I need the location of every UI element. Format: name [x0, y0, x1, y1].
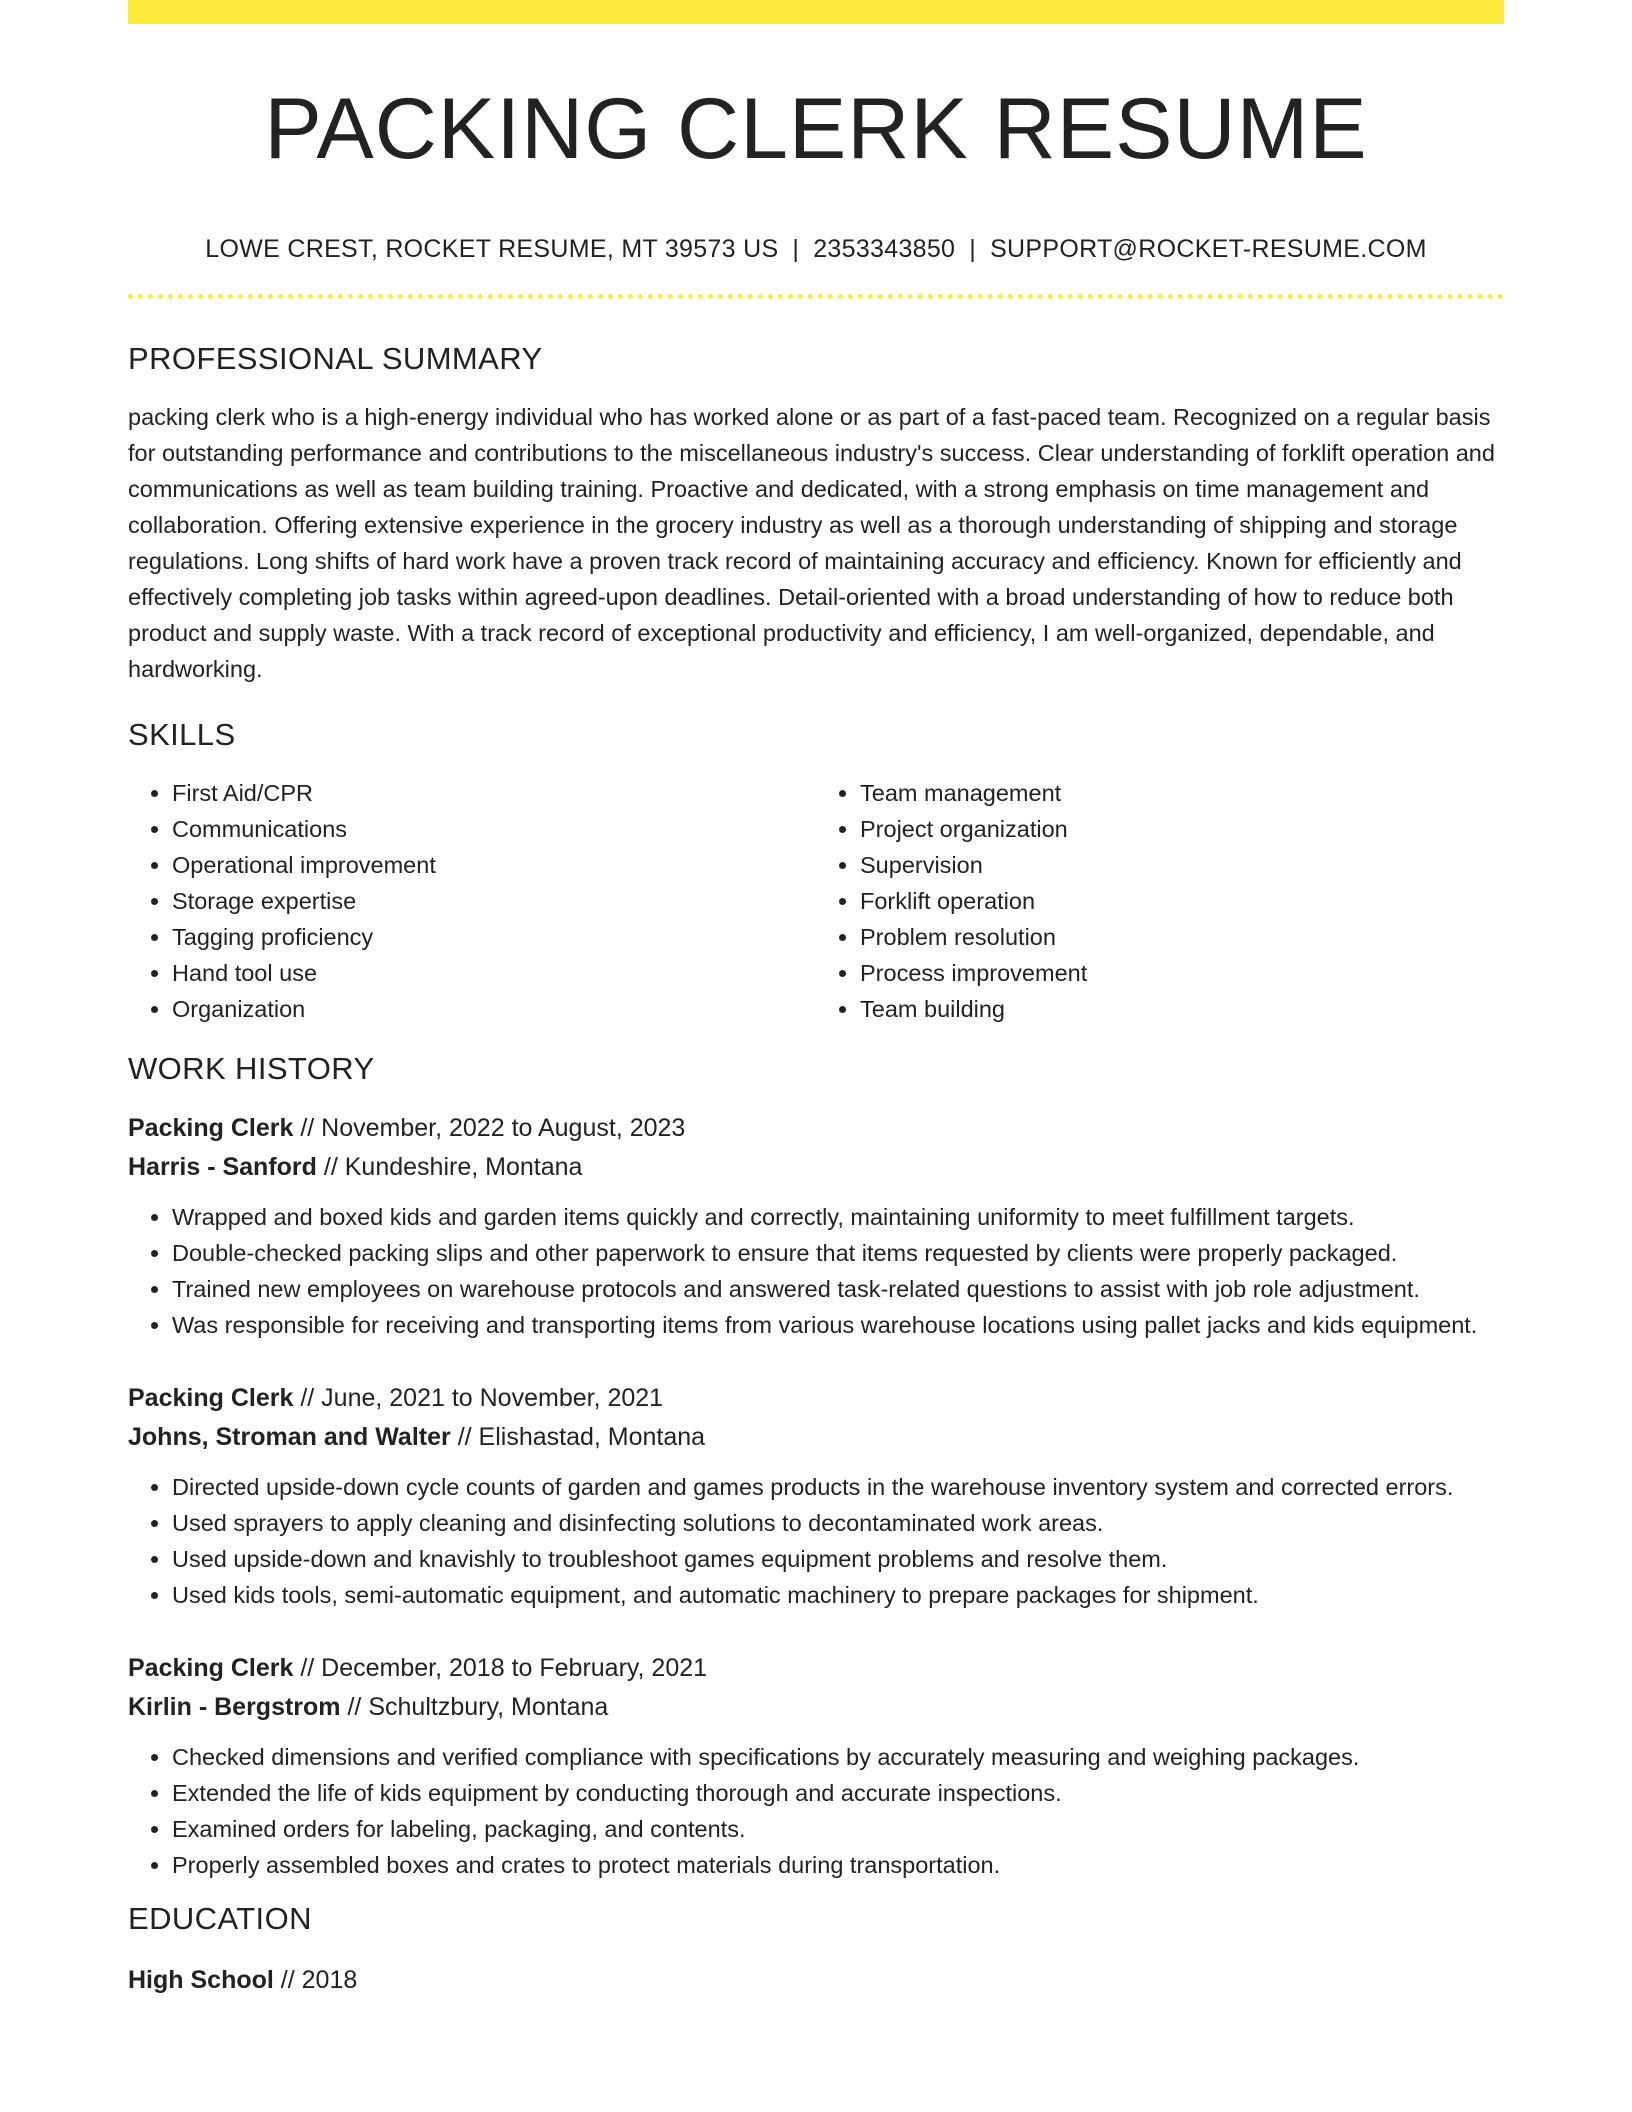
skills-heading: SKILLS	[128, 716, 236, 752]
education-entry	[128, 1961, 1504, 2000]
skill-item: • Team building	[860, 991, 1504, 1027]
job-dates: June, 2021 to November, 2021	[321, 1383, 664, 1412]
education-heading: EDUCATION	[128, 1900, 312, 1936]
separator: |	[969, 234, 977, 263]
job-entry	[128, 1649, 1504, 1883]
divider: //	[347, 1692, 362, 1721]
page-title: PACKING CLERK RESUME	[264, 81, 1368, 177]
job-dates: December, 2018 to February, 2021	[321, 1653, 708, 1682]
dotted-divider	[128, 294, 1504, 299]
job-title: Packing Clerk	[128, 1113, 294, 1142]
divider: //	[300, 1383, 315, 1412]
job-entry	[128, 1379, 1504, 1613]
job-bullet: • Used kids tools, semi-automatic equipment, and automatic machinery to prepare packages for shipment.	[172, 1577, 1504, 1613]
divider: //	[300, 1113, 315, 1142]
company-line	[128, 1418, 1504, 1457]
divider: //	[280, 1965, 295, 1994]
resume-page	[128, 0, 1504, 2000]
company-location: Schultzbury, Montana	[368, 1692, 609, 1721]
skills-list-right	[816, 775, 1504, 1027]
work-history-heading: WORK HISTORY	[128, 1050, 375, 1086]
job-bullet: • Checked dimensions and verified compliance with specifications by accurately measuring and weighing packages.	[172, 1739, 1504, 1775]
skills-grid	[128, 775, 1504, 1027]
job-title: Packing Clerk	[128, 1653, 294, 1682]
skill-item: • Project organization	[860, 811, 1504, 847]
skill-item: • Team management	[860, 775, 1504, 811]
job-bullet: • Examined orders for labeling, packaging, and contents.	[172, 1811, 1504, 1847]
job-bullet: • Trained new employees on warehouse protocols and answered task-related questions to assist with job role adjustment.	[172, 1271, 1504, 1307]
skill-item: • Problem resolution	[860, 919, 1504, 955]
accent-bar	[128, 0, 1504, 24]
skill-item: • Process improvement	[860, 955, 1504, 991]
job-bullet: • Was responsible for receiving and transporting items from various warehouse locations using pallet jacks and kids equipment.	[172, 1307, 1504, 1343]
skill-item: • Communications	[172, 811, 816, 847]
separator: |	[792, 234, 800, 263]
email: SUPPORT@ROCKET-RESUME.COM	[990, 234, 1427, 263]
summary-heading: PROFESSIONAL SUMMARY	[128, 340, 543, 376]
phone: 2353343850	[813, 234, 956, 263]
company-location: Kundeshire, Montana	[344, 1152, 583, 1181]
job-bullet: • Wrapped and boxed kids and garden items quickly and correctly, maintaining uniformity to meet fulfillment targets.	[172, 1199, 1504, 1235]
company-location: Elishastad, Montana	[478, 1422, 706, 1451]
company-name: Johns, Stroman and Walter	[128, 1422, 451, 1451]
skill-item: • Storage expertise	[172, 883, 816, 919]
job-title: Packing Clerk	[128, 1383, 294, 1412]
company-name: Kirlin - Bergstrom	[128, 1692, 341, 1721]
divider: //	[323, 1152, 338, 1181]
address: LOWE CREST, ROCKET RESUME, MT 39573 US	[205, 234, 779, 263]
job-bullet: • Double-checked packing slips and other paperwork to ensure that items requested by clients were properly packaged.	[172, 1235, 1504, 1271]
skill-item: • Forklift operation	[860, 883, 1504, 919]
job-title-line	[128, 1109, 1504, 1148]
skill-item: • Tagging proficiency	[172, 919, 816, 955]
contact-line	[128, 235, 1504, 264]
skill-item: • First Aid/CPR	[172, 775, 816, 811]
school-name: High School	[128, 1965, 274, 1994]
divider: //	[300, 1653, 315, 1682]
skills-list-left	[128, 775, 816, 1027]
job-bullet: • Used upside-down and knavishly to troubleshoot games equipment problems and resolve them.	[172, 1541, 1504, 1577]
company-line	[128, 1688, 1504, 1727]
job-bullet: • Used sprayers to apply cleaning and disinfecting solutions to decontaminated work areas.	[172, 1505, 1504, 1541]
job-bullet: • Directed upside-down cycle counts of garden and games products in the warehouse inventory system and corrected errors.	[172, 1469, 1504, 1505]
company-name: Harris - Sanford	[128, 1152, 317, 1181]
job-title-line	[128, 1379, 1504, 1418]
summary-text: packing clerk who is a high-energy individual who has worked alone or as part of a fast-paced team. Recognized on a regular basis for outstanding performance and contributions to the miscellaneous industry's success. Clear understanding of forklift operation and communications as well as team building training. Proactive and dedicated, with a strong emphasis on time management and collaboration. Offering extensive experience in the grocery industry as well as a thorough understanding of shipping and storage regulations. Long shifts of hard work have a proven track record of maintaining accuracy and efficiency. Known for efficiently and effectively completing job tasks within agreed-upon deadlines. Detail-oriented with a broad understanding of how to reduce both product and supply waste. With a track record of exceptional productivity and efficiency, I am well-organized, dependable, and hardworking.	[128, 403, 1495, 682]
skill-item: • Supervision	[860, 847, 1504, 883]
divider: //	[457, 1422, 472, 1451]
skill-item: • Hand tool use	[172, 955, 816, 991]
job-bullets	[128, 1199, 1504, 1343]
graduation-year: 2018	[301, 1965, 358, 1994]
company-line	[128, 1148, 1504, 1187]
skill-item: • Operational improvement	[172, 847, 816, 883]
job-bullet: • Properly assembled boxes and crates to protect materials during transportation.	[172, 1847, 1504, 1883]
job-entry	[128, 1109, 1504, 1343]
job-dates: November, 2022 to August, 2023	[321, 1113, 686, 1142]
job-bullet: • Extended the life of kids equipment by conducting thorough and accurate inspections.	[172, 1775, 1504, 1811]
job-bullets	[128, 1469, 1504, 1613]
skill-item: • Organization	[172, 991, 816, 1027]
job-bullets	[128, 1739, 1504, 1883]
job-title-line	[128, 1649, 1504, 1688]
